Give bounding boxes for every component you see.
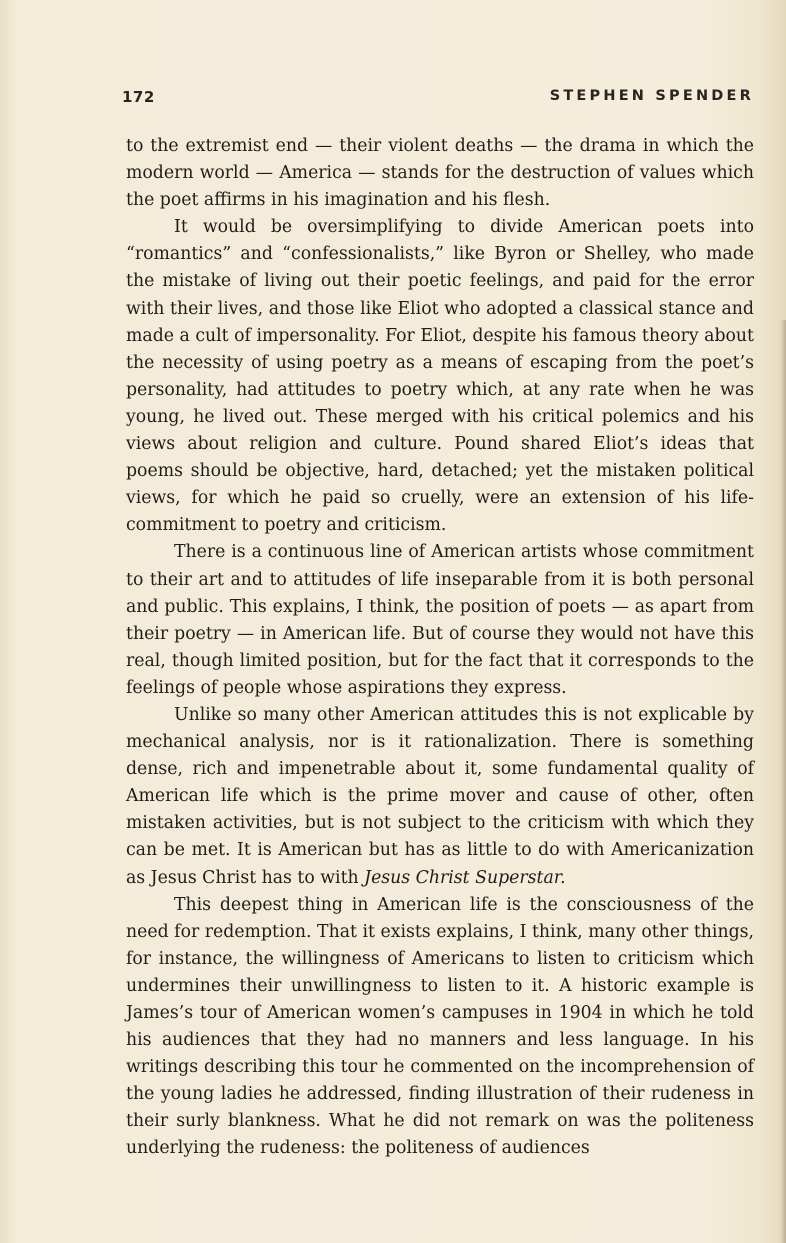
paragraph-4-text: Unlike so many other American attitudes this is not explicable by mechanical analysis, nor is it rationalization. There is something dense, rich and impenetrable about it, some fundamental quality of American life which is the prime mover and cause of other, often mistaken activities, but is not subject to the criticism with which they can be met. It is American but has as little to do with Americanization as Jesus Christ has to with bbox=[126, 704, 754, 888]
paragraph-5: This deepest thing in American life is the consciousness of the need for redemption. That it exists explains, I think, many other things, for instance, the willingness of Americans to listen to criticism which undermines their unwillingness to listen to it. A historic example is James’s tour of American women’s campuses in 1904 in which he told his audiences that they had no manners and less language. In his writings describing this tour he commented on the incomprehension of the young ladies he addressed, finding illustration of their rudeness in their surly blankness. What he did not remark on was the politeness underlying the rudeness: the politeness of audiences bbox=[126, 894, 754, 1159]
page-number: 172 bbox=[122, 88, 155, 106]
paragraph-4-italic-title: Jesus Christ Superstar. bbox=[364, 867, 566, 888]
paragraph-3: There is a continuous line of American artists whose commitment to their art and to attitudes of life inseparable from it is both personal and public. This explains, I think, the position of poets — as apart from their poetry — in American life. But of course they would not have this real, though limited position, but for the fact that it corresponds to the feelings of people whose aspirations they express. bbox=[126, 542, 754, 698]
body-text bbox=[126, 133, 754, 1163]
paragraph-1: to the extremist end — their violent deaths — the drama in which the modern world — America — stands for the destruction of values which the poet affirms in his imagination and his flesh. bbox=[126, 136, 754, 211]
page-header bbox=[122, 88, 754, 112]
page-edge-shadow bbox=[780, 320, 786, 1243]
running-head: STEPHEN SPENDER bbox=[549, 88, 754, 104]
paragraph-4 bbox=[126, 702, 754, 892]
paragraph-2: It would be oversimplifying to divide American poets into “romantics” and “confessionalists,” like Byron or Shelley, who made the mistake of living out their poetic feelings, and paid for the error with their lives, and those like Eliot who adopted a classical stance and made a cult of impersonality. For Eliot, despite his famous theory about the necessity of using poetry as a means of escaping from the poet’s personality, had attitudes to poetry which, at any rate when he was young, he lived out. These merged with his critical polemics and his views about religion and culture. Pound shared Eliot’s ideas that poems should be objective, hard, detached; yet the mistaken political views, for which he paid so cruelly, were an extension of his life-commitment to poetry and criticism. bbox=[126, 217, 754, 536]
